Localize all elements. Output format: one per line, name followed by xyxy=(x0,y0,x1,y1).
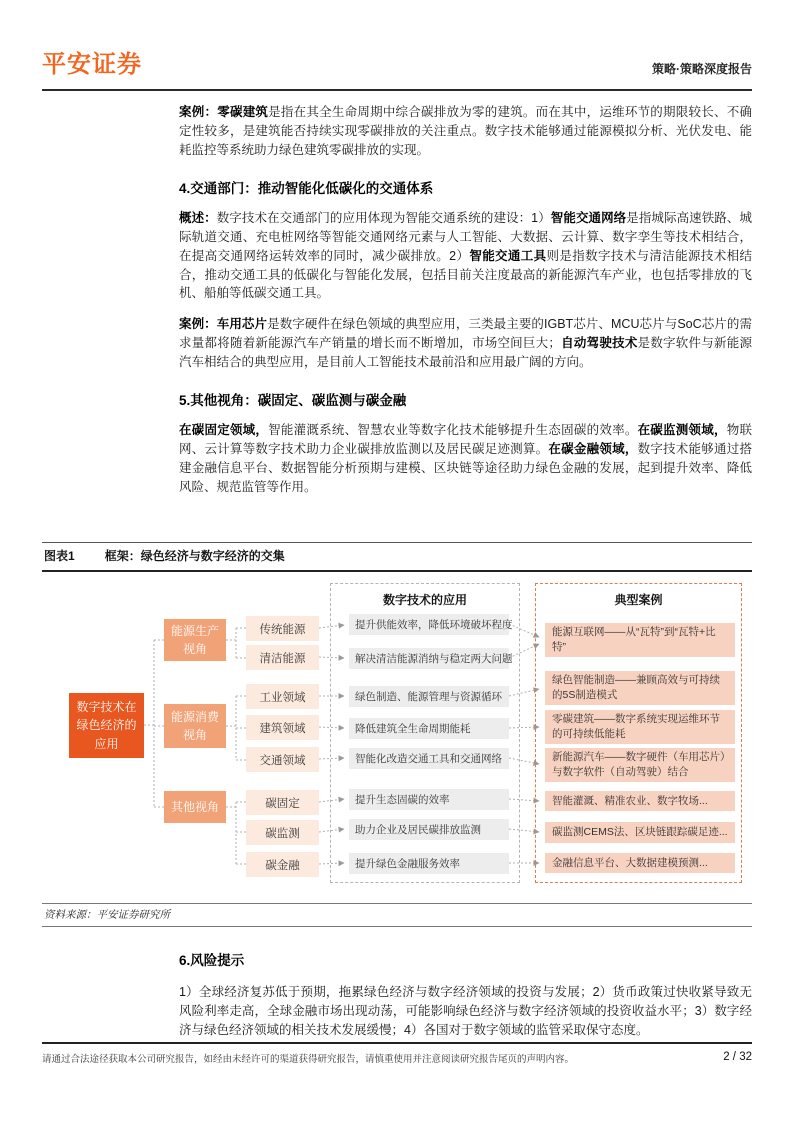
text-segment: 概述： xyxy=(179,211,217,226)
text-segment: 则是指数字技术与清洁能源技术相结合，推动交通工具的低碳化与智能化发展，包括目前关注度最高的新能源汽车产业，也包括零排放的飞机、船舶等低碳交通工具。 xyxy=(179,248,752,301)
diagram-category-carbon-fixation: 碳固定 xyxy=(246,790,319,815)
diagram-category-transport: 交通领域 xyxy=(246,747,319,772)
page-number: 2 / 32 xyxy=(723,1051,752,1063)
text-segment: 案例：零碳建筑 xyxy=(179,105,269,119)
footer-disclaimer: 请通过合法途径获取本公司研究报告，如经由未经许可的渠道获得研究报告，请慎重使用并注意阅读研究报告尾页的声明内容。 xyxy=(42,1054,575,1065)
text-segment: 智能交通工具 xyxy=(469,248,547,263)
application-item: 提升供能效率，降低环境破坏程度 xyxy=(349,614,509,635)
figure-label: 图表1 xyxy=(44,549,75,564)
case-item: 碳监测CEMS法、区块链跟踪碳足迹... xyxy=(545,822,735,843)
diagram-group-energy-production: 能源生产视角 xyxy=(164,619,226,661)
applications-column-title: 数字技术的应用 xyxy=(382,593,467,608)
text-segment: 智能灌溉系统、智慧农业等数字化技术能够提升生态固碳的效率。 xyxy=(268,423,638,438)
text-segment: 数字技术在交通部门的应用体现为智能交通系统的建设：1） xyxy=(216,211,551,226)
section-heading-other-views: 5.其他视角：碳固定、碳监测与碳金融 xyxy=(179,393,407,409)
page-footer xyxy=(42,1042,752,1065)
text-segment: 是指在其全生命周期中综合碳排放为零的建筑。而在其中，运维环节的期限较长、不确定性较多，是建筑能否持续实现零碳排放的关注重点。数字技术能够通过能源模拟分析、光伏发电、能耗监控等系统助力绿色建筑零碳排放的实现。 xyxy=(179,105,752,157)
diagram-group-energy-consumption: 能源消费视角 xyxy=(164,704,226,748)
diagram-category-carbon-monitoring: 碳监测 xyxy=(246,820,319,845)
section-heading-risk: 6.风险提示 xyxy=(179,953,245,969)
text-segment: 是指城际高速铁路、城际轨道交通、充电桩网络等智能交通网络元素与人工智能、大数据、云计算、数字孪生等技术相结合，在提高交通网络运转效率的同时，减少碳排放。2） xyxy=(179,211,752,263)
application-item: 绿色制造、能源管理与资源循环 xyxy=(349,686,509,707)
diagram-category-building: 建筑领域 xyxy=(246,715,319,740)
diagram-canvas xyxy=(42,577,748,893)
page-header xyxy=(42,0,752,91)
text-segment: 数字技术能够通过搭建金融信息平台、数据智能分析预期与建模、区块链等途径助力绿色金融的发展，起到提升效率、降低风险、规范监管等作用。 xyxy=(179,442,752,494)
case-item: 智能灌溉、精准农业、数字牧场... xyxy=(545,791,735,811)
text-segment: 物联网、云计算等数字技术助力企业碳排放监测以及居民碳足迹测算。 xyxy=(179,423,752,456)
figure-header xyxy=(42,542,752,572)
application-item: 解决清洁能源消纳与稳定两大问题 xyxy=(349,648,509,669)
application-item: 智能化改造交通工具和交通网络 xyxy=(349,748,509,769)
case-item: 绿色智能制造——兼顾高效与可持续的5S制造模式 xyxy=(545,671,735,705)
text-segment: 在碳监测领域， xyxy=(637,423,727,438)
paragraph-case-auto-chip xyxy=(179,315,752,371)
main-text-block xyxy=(179,103,752,496)
text-segment: 是数字硬件在绿色领域的典型应用，三类最主要的IGBT芯片、MCU芯片与SoC芯片的需求量都将随着新能源汽车产销量的增长而不断增加，市场空间巨大； xyxy=(179,317,752,350)
paragraph-case-zero-carbon-building xyxy=(179,103,752,159)
text-segment: 智能交通网络 xyxy=(550,211,627,226)
diagram-root-node: 数字技术在绿色经济的应用 xyxy=(69,693,144,758)
case-item: 新能源汽车——数字硬件（车用芯片）与数字软件（自动驾驶）结合 xyxy=(545,748,735,782)
cases-column-title: 典型案例 xyxy=(614,593,663,608)
report-type-label: 策略·策略深度报告 xyxy=(652,62,752,76)
diagram-group-other-views: 其他视角 xyxy=(164,791,226,823)
diagram-category-industry: 工业领域 xyxy=(246,684,319,709)
application-item: 提升生态固碳的效率 xyxy=(349,789,509,810)
application-item: 降低建筑全生命周期能耗 xyxy=(349,718,509,739)
text-segment: 在碳金融领域， xyxy=(548,442,638,456)
figure-1-block xyxy=(42,542,752,927)
text-segment: 案例：车用芯片 xyxy=(179,317,268,331)
section-heading-transport: 4.交通部门：推动智能化低碳化的交通体系 xyxy=(179,181,434,197)
figure-title: 框架：绿色经济与数字经济的交集 xyxy=(104,549,285,564)
figure-source: 资料来源：平安证券研究所 xyxy=(42,903,752,927)
diagram-category-carbon-finance: 碳金融 xyxy=(246,852,319,877)
paragraph-carbon-fields xyxy=(179,421,752,496)
application-item: 提升绿色金融服务效率 xyxy=(349,853,509,874)
text-segment: 在碳固定领域， xyxy=(179,423,269,438)
case-item: 零碳建筑——数字系统实现运维环节的可持续低能耗 xyxy=(545,710,735,744)
application-item: 助力企业及居民碳排放监测 xyxy=(349,819,509,840)
risk-section xyxy=(179,949,752,1039)
pingan-logo: 平安证券 xyxy=(42,51,142,78)
diagram-category-clean-energy: 清洁能源 xyxy=(246,645,319,670)
text-segment: 自动驾驶技术 xyxy=(560,335,638,350)
text-segment: 是数字软件与新能源汽车相结合的典型应用，是目前人工智能技术最前沿和应用最广阔的方向。 xyxy=(179,335,752,369)
case-item: 能源互联网——从“瓦特”到“瓦特+比特” xyxy=(545,623,735,657)
paragraph-transport-overview xyxy=(179,209,752,303)
diagram-category-traditional-energy: 传统能源 xyxy=(246,616,319,641)
paragraph-risk: 1）全球经济复苏低于预期，拖累绿色经济与数字经济领域的投资与发展；2）货币政策过快收紧导致无风险利率走高，全球金融市场出现动荡，可能影响绿色经济与数字经济领域的投资收益水平；3）数字经济与绿色经济领域的相关技术发展缓慢；4）各国对于数字领域的监管采取保守态度。 xyxy=(179,985,752,1037)
case-item: 金融信息平台、大数据建模预测... xyxy=(545,853,735,873)
